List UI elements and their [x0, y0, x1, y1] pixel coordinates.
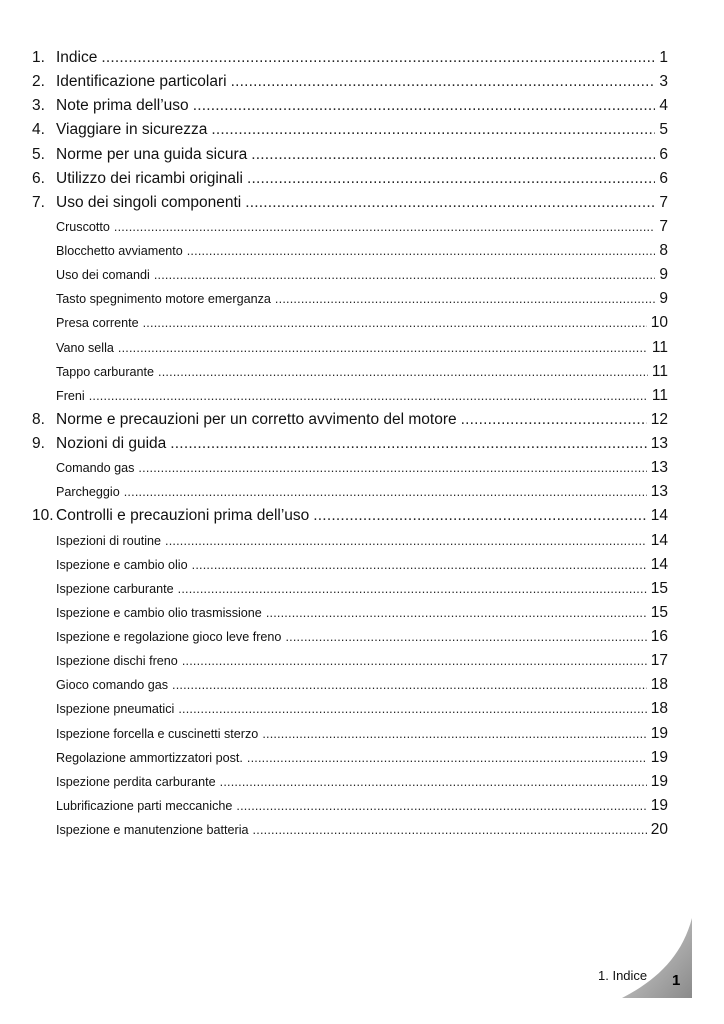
toc-entry[interactable]: [32, 749, 668, 773]
toc-entry-page: 9: [659, 290, 668, 308]
dot-leader: [227, 73, 656, 91]
toc-entry-page: 7: [659, 217, 668, 235]
toc-entry-title: Regolazione ammortizzatori post.: [56, 750, 243, 765]
toc-entry[interactable]: [32, 725, 668, 749]
toc-entry-title: Viaggiare in sicurezza: [56, 121, 208, 139]
toc-entry[interactable]: [32, 363, 668, 387]
toc-entry[interactable]: [32, 700, 668, 724]
toc-entry-page: 18: [650, 676, 668, 694]
toc-entry[interactable]: [32, 73, 668, 97]
toc-entry[interactable]: [32, 797, 668, 821]
toc-entry-title: Note prima dell’uso: [56, 97, 189, 115]
dot-leader: [166, 435, 646, 453]
toc-entry-title: Nozioni di guida: [56, 435, 167, 452]
dot-leader: [249, 823, 647, 837]
toc-entry-page: 14: [650, 531, 668, 549]
toc-entry-number: 3.: [32, 97, 45, 115]
toc-entry[interactable]: [32, 121, 668, 145]
dot-leader: [243, 170, 655, 188]
toc-entry[interactable]: [32, 556, 668, 580]
toc-entry-page: 11: [651, 338, 668, 356]
toc-entry[interactable]: [32, 146, 668, 170]
toc-entry-page: 9: [659, 266, 668, 284]
dot-leader: [241, 194, 655, 212]
toc-entry[interactable]: [32, 314, 668, 338]
toc-entry[interactable]: [32, 242, 668, 266]
toc-entry[interactable]: [32, 604, 668, 628]
toc-entry-page: 4: [659, 97, 668, 115]
toc-entry[interactable]: [32, 290, 668, 314]
dot-leader: [139, 316, 647, 330]
dot-leader: [110, 220, 655, 234]
toc-entry[interactable]: [32, 266, 668, 290]
dot-leader: [174, 582, 647, 596]
dot-leader: [262, 606, 647, 620]
toc-entry-title: Uso dei comandi: [56, 268, 150, 283]
toc-entry-title: Ispezione e cambio olio: [56, 557, 188, 572]
toc-entry-title: Norme per una guida sicura: [56, 145, 248, 163]
toc-entry-title: Presa corrente: [56, 316, 139, 331]
toc-entry-page: 3: [659, 73, 668, 91]
toc-entry-page: 15: [650, 603, 668, 621]
toc-entry[interactable]: [32, 435, 668, 459]
toc-entry[interactable]: [32, 170, 668, 194]
toc-entry-title: Controlli e precauzioni prima dell’uso: [56, 507, 310, 525]
toc-entry-page: 13: [650, 483, 668, 501]
dot-leader: [232, 799, 646, 813]
dot-leader: [188, 558, 647, 572]
table-of-contents: [32, 49, 668, 845]
toc-entry[interactable]: [32, 652, 668, 676]
toc-entry[interactable]: [32, 97, 668, 121]
dot-leader: [120, 485, 647, 499]
toc-entry-title: Ispezione forcella e cuscinetti sterzo: [56, 726, 259, 741]
toc-entry-page: 20: [650, 821, 668, 838]
toc-entry-page: 16: [650, 628, 668, 645]
toc-entry-title: Ispezione e regolazione gioco leve freno: [56, 630, 282, 644]
dot-leader: [97, 49, 655, 67]
toc-entry-title: Ispezione carburante: [56, 581, 174, 596]
toc-entry-title: Ispezione dischi freno: [56, 654, 178, 669]
dot-leader: [134, 461, 646, 475]
toc-entry-title: Ispezione e cambio olio trasmissione: [56, 605, 262, 620]
dot-leader: [207, 121, 655, 139]
toc-entry-number: 1.: [32, 49, 45, 66]
toc-entry-number: 7.: [32, 193, 45, 211]
toc-entry[interactable]: [32, 821, 668, 845]
toc-entry[interactable]: [32, 507, 668, 531]
dot-leader: [183, 244, 656, 258]
toc-entry-number: 5.: [32, 145, 45, 163]
toc-entry-page: 19: [650, 796, 668, 814]
dot-leader: [457, 411, 647, 429]
toc-entry-page: 7: [659, 193, 668, 211]
dot-leader: [189, 97, 656, 115]
dot-leader: [216, 775, 647, 789]
toc-entry-number: 2.: [32, 73, 45, 91]
toc-entry-title: Tasto spegnimento motore emerganza: [56, 292, 271, 307]
dot-leader: [114, 341, 648, 355]
dot-leader: [309, 507, 646, 525]
dot-leader: [281, 630, 646, 644]
toc-entry-title: Utilizzo dei ricambi originali: [56, 169, 243, 187]
toc-entry-page: 5: [659, 121, 668, 139]
dot-leader: [150, 268, 656, 282]
toc-entry-number: 6.: [32, 169, 45, 187]
toc-entry-page: 19: [650, 748, 668, 766]
toc-entry[interactable]: [32, 218, 668, 242]
toc-entry-title: Identificazione particolari: [56, 73, 227, 91]
toc-entry-page: 17: [650, 652, 668, 670]
toc-entry-title: Ispezione perdita carburante: [56, 774, 216, 789]
toc-entry-title: Lubrificazione parti meccaniche: [56, 798, 233, 813]
toc-entry-page: 19: [650, 772, 668, 790]
toc-entry-title: Parcheggio: [56, 485, 120, 500]
toc-entry-page: 11: [651, 362, 668, 380]
toc-entry[interactable]: [32, 676, 668, 700]
toc-entry[interactable]: [32, 459, 668, 483]
toc-entry-number: 4.: [32, 121, 45, 139]
toc-entry-page: 14: [650, 555, 668, 573]
toc-entry-number: 10.: [32, 507, 54, 525]
toc-entry-page: 12: [650, 410, 668, 428]
toc-entry-title: Freni: [56, 388, 85, 403]
toc-entry[interactable]: [32, 628, 668, 652]
toc-entry-page: 15: [650, 579, 668, 597]
toc-entry-title: Tappo carburante: [56, 364, 155, 379]
toc-entry[interactable]: [32, 773, 668, 797]
toc-entry-page: 8: [659, 242, 668, 259]
toc-entry-page: 6: [659, 145, 668, 163]
toc-entry-title: Ispezione e manutenzione batteria: [56, 823, 249, 837]
dot-leader: [178, 654, 647, 668]
toc-entry-title: Cruscotto: [56, 219, 110, 234]
dot-leader: [247, 146, 655, 164]
toc-entry-number: 9.: [32, 435, 45, 452]
dot-leader: [85, 389, 648, 403]
toc-entry-title: Ispezioni di routine: [56, 533, 162, 548]
toc-entry-title: Blocchetto avviamento: [56, 244, 183, 258]
toc-entry-title: Ispezione pneumatici: [56, 702, 175, 717]
toc-entry[interactable]: [32, 194, 668, 218]
toc-entry-title: Vano sella: [56, 340, 114, 355]
toc-entry-title: Uso dei singoli componenti: [56, 193, 242, 211]
toc-entry[interactable]: [32, 483, 668, 507]
page-number: 1: [672, 972, 681, 989]
toc-entry-number: 8.: [32, 410, 45, 428]
toc-entry-page: 18: [650, 700, 668, 718]
page-corner-decoration: [622, 918, 692, 998]
footer-section-label: 1. Indice: [598, 968, 648, 983]
toc-entry-page: 10: [650, 314, 668, 332]
dot-leader: [243, 751, 647, 765]
toc-entry-page: 13: [650, 459, 668, 477]
toc-entry-page: 11: [651, 386, 668, 404]
dot-leader: [174, 702, 646, 716]
toc-entry[interactable]: [32, 532, 668, 556]
toc-entry-page: 19: [650, 724, 668, 742]
toc-entry-title: Gioco comando gas: [56, 678, 169, 693]
toc-entry[interactable]: [32, 49, 668, 73]
toc-entry[interactable]: [32, 387, 668, 411]
dot-leader: [258, 727, 646, 741]
toc-entry[interactable]: [32, 580, 668, 604]
dot-leader: [271, 292, 655, 306]
toc-entry-page: 13: [650, 435, 668, 452]
toc-entry[interactable]: [32, 411, 668, 435]
toc-entry-title: Indice: [56, 49, 98, 66]
dot-leader: [161, 534, 647, 548]
toc-entry-title: Norme e precauzioni per un corretto avvimento del motore: [56, 410, 457, 428]
dot-leader: [168, 678, 647, 692]
toc-entry-page: 6: [659, 169, 668, 187]
toc-entry[interactable]: [32, 339, 668, 363]
toc-entry-page: 14: [650, 507, 668, 525]
toc-entry-page: 1: [659, 49, 668, 66]
dot-leader: [154, 365, 648, 379]
toc-entry-title: Comando gas: [56, 461, 135, 476]
